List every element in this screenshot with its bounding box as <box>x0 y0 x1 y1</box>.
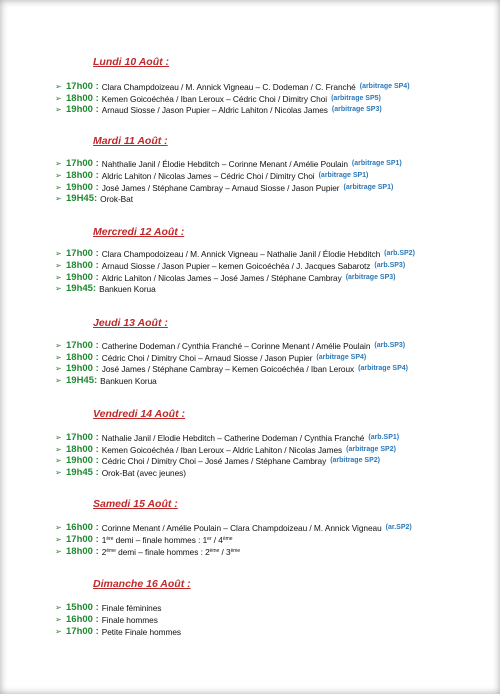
match-teams: Kemen Goicoéchéa / Iban Leroux – Cédric Choi / Dimitry Choi <box>101 93 328 104</box>
match-teams: Clara Champodoizeau / M. Annick Vigneau – Nathalie Janil / Élodie Hebditch <box>101 248 381 259</box>
match-referee: (arbitrage SP2) <box>346 446 396 453</box>
match-referee: (arb.SP1) <box>368 434 400 441</box>
match-referee: (arbitrage SP4) <box>359 83 410 90</box>
match-time: 15h00 : <box>66 602 99 613</box>
arrow-bullet-icon: ➢ <box>55 159 62 168</box>
arrow-bullet-icon: ➢ <box>55 82 62 91</box>
match-referee: (arb.SP2) <box>384 250 415 257</box>
text-part: / 4 <box>211 534 223 545</box>
match-teams: Nahthalie Janil / Élodie Hebditch – Corinne Menant / Amélie Poulain <box>101 158 348 169</box>
text-part: 1 <box>101 534 107 545</box>
match-teams: Clara Champdoizeau / M. Annick Vigneau – C. Dodeman / C. Franché <box>101 81 356 92</box>
match-time: 18h00 : <box>66 546 99 557</box>
match-row <box>55 626 185 637</box>
arrow-bullet-icon: ➢ <box>55 456 62 465</box>
arrow-bullet-icon: ➢ <box>55 445 62 454</box>
match-row <box>55 260 405 271</box>
match-row <box>55 534 232 545</box>
match-time: 16h00 : <box>66 522 99 533</box>
ordinal-suffix: ème <box>106 547 116 554</box>
match-row <box>55 352 366 363</box>
match-teams: Cédric Choi / Dimitry Choi – Arnaud Siosse / Jason Pupier <box>101 352 313 363</box>
arrow-bullet-icon: ➢ <box>55 341 62 350</box>
match-teams: Kemen Goicoéchéa / Iban Leroux – Aldric Lahiton / Nicolas James <box>101 444 343 455</box>
match-referee: (arbitrage SP3) <box>331 106 382 113</box>
match-row <box>55 93 381 104</box>
text-part: demi – finale hommes : 2 <box>115 546 210 557</box>
match-teams: Corinne Menant / Amélie Poulain – Clara Champdoizeau / M. Annick Vigneau <box>101 522 382 533</box>
match-row <box>55 340 405 351</box>
match-teams: Cédric Choi / Dimitry Choi – José James / Stéphane Cambray <box>101 455 327 466</box>
semifinal-text <box>102 535 233 545</box>
arrow-bullet-icon: ➢ <box>55 603 62 612</box>
arrow-bullet-icon: ➢ <box>55 547 62 556</box>
match-teams: Bankuen Korua <box>100 375 157 386</box>
match-row <box>55 432 399 443</box>
ordinal-suffix: ème <box>209 547 220 554</box>
match-row <box>55 182 393 193</box>
match-row <box>55 444 396 455</box>
match-referee: (arbitrage SP2) <box>330 457 380 464</box>
match-time: 18h00 : <box>66 170 99 181</box>
arrow-bullet-icon: ➢ <box>55 433 62 442</box>
match-time: 17h00 : <box>66 340 99 351</box>
arrow-bullet-icon: ➢ <box>55 627 62 636</box>
match-row <box>55 272 395 283</box>
match-row <box>55 375 161 386</box>
match-row <box>55 602 165 613</box>
arrow-bullet-icon: ➢ <box>55 353 62 362</box>
match-teams: Nathalie Janil / Elodie Hebditch – Catherine Dodeman / Cynthia Franché <box>101 432 365 443</box>
ordinal-suffix: ème <box>222 535 233 542</box>
day-heading: Samedi 15 Août : <box>93 498 178 510</box>
match-time: 18h00 : <box>66 352 99 363</box>
match-teams: Bankuen Korua <box>99 283 156 294</box>
match-row <box>55 546 240 557</box>
arrow-bullet-icon: ➢ <box>55 194 62 203</box>
arrow-bullet-icon: ➢ <box>55 376 62 385</box>
ordinal-suffix: ère <box>106 535 114 542</box>
arrow-bullet-icon: ➢ <box>55 615 62 624</box>
match-referee: (arbitrage SP5) <box>331 95 381 102</box>
match-teams: Finale hommes <box>101 614 158 625</box>
match-teams: José James / Stéphane Cambray – Kemen Goicoéchéa / Iban Leroux <box>101 363 355 374</box>
match-time: 17h00 : <box>66 534 99 545</box>
arrow-bullet-icon: ➢ <box>55 249 62 258</box>
match-row <box>55 193 137 204</box>
match-time: 19h00 : <box>66 272 99 283</box>
arrow-bullet-icon: ➢ <box>55 261 62 270</box>
match-referee: (arbitrage SP3) <box>345 274 396 281</box>
match-row <box>55 170 368 181</box>
day-heading: Mercredi 12 Août : <box>93 226 185 238</box>
match-time: 19h45: <box>66 283 97 294</box>
arrow-bullet-icon: ➢ <box>55 468 62 477</box>
match-time: 19h00 : <box>66 104 99 115</box>
match-teams: Orok-Bat (avec jeunes) <box>101 467 186 478</box>
match-row <box>55 158 402 169</box>
match-time: 19H45: <box>66 375 98 386</box>
arrow-bullet-icon: ➢ <box>55 273 62 282</box>
arrow-bullet-icon: ➢ <box>55 105 62 114</box>
match-time: 19h00 : <box>66 363 99 374</box>
arrow-bullet-icon: ➢ <box>55 535 62 544</box>
match-referee: (arbitrage SP4) <box>358 365 408 372</box>
match-row <box>55 522 412 533</box>
ordinal-suffix: er <box>207 535 212 542</box>
arrow-bullet-icon: ➢ <box>55 183 62 192</box>
match-time: 19h00 : <box>66 455 99 466</box>
match-referee: (arbitrage SP1) <box>343 184 394 191</box>
match-time: 17h00 : <box>66 81 99 92</box>
match-teams: Aldric Lahiton / Nicolas James – Cédric Choi / Dimitry Choi <box>101 170 315 181</box>
match-teams: Arnaud Siosse / Jason Pupier – Aldric Lahiton / Nicolas James <box>101 104 328 115</box>
match-referee: (arbitrage SP4) <box>316 354 367 361</box>
arrow-bullet-icon: ➢ <box>55 94 62 103</box>
match-time: 17h00 : <box>66 158 99 169</box>
match-teams: Arnaud Siosse / Jason Pupier – kemen Goicoéchéa / J. Jacques Sabarotz <box>101 260 371 271</box>
match-referee: (arbitrage SP1) <box>351 160 402 167</box>
match-referee: (arb.SP3) <box>374 342 406 349</box>
match-teams: Finale féminines <box>101 602 162 613</box>
semifinal-text <box>102 547 240 557</box>
match-teams: José James / Stéphane Cambray – Arnaud Siosse / Jason Pupier <box>101 182 340 193</box>
text-part: demi – finale hommes : 1 <box>113 534 208 545</box>
match-row <box>55 104 382 115</box>
match-time: 16h00 : <box>66 614 99 625</box>
match-row <box>55 283 160 294</box>
match-row <box>55 81 410 92</box>
match-referee: (ar.SP2) <box>385 524 412 531</box>
arrow-bullet-icon: ➢ <box>55 364 62 373</box>
match-teams: Catherine Dodeman / Cynthia Franché – Corinne Menant / Amélie Poulain <box>101 340 371 351</box>
match-row <box>55 614 162 625</box>
arrow-bullet-icon: ➢ <box>55 523 62 532</box>
match-time: 18h00 : <box>66 260 99 271</box>
match-teams: Aldric Lahiton / Nicolas James – José James / Stéphane Cambray <box>101 272 342 283</box>
match-referee: (arbitrage SP1) <box>318 172 369 179</box>
match-time: 19h00 : <box>66 182 99 193</box>
match-time: 17h00 : <box>66 248 99 259</box>
day-heading: Lundi 10 Août : <box>93 56 170 68</box>
text-part: 2 <box>101 546 107 557</box>
arrow-bullet-icon: ➢ <box>55 284 62 293</box>
match-row <box>55 248 415 259</box>
ordinal-suffix: ème <box>230 547 241 554</box>
day-heading: Jeudi 13 Août : <box>93 317 168 329</box>
match-time: 18h00 : <box>66 444 99 455</box>
text-part: / 3 <box>219 546 231 557</box>
day-heading: Mardi 11 Août : <box>93 135 168 147</box>
match-row <box>55 467 190 478</box>
match-teams: Orok-Bat <box>100 193 133 204</box>
match-time: 19h45 : <box>66 467 99 478</box>
match-time: 17h00 : <box>66 626 99 637</box>
day-heading: Dimanche 16 Août : <box>93 578 191 590</box>
match-referee: (arb.SP3) <box>374 262 406 269</box>
match-time: 19H45: <box>66 193 98 204</box>
arrow-bullet-icon: ➢ <box>55 171 62 180</box>
match-row <box>55 363 408 374</box>
match-row <box>55 455 380 466</box>
match-teams: Petite Finale hommes <box>101 626 181 637</box>
match-time: 17h00 : <box>66 432 99 443</box>
match-time: 18h00 : <box>66 93 99 104</box>
day-heading: Vendredi 14 Août : <box>93 408 185 420</box>
